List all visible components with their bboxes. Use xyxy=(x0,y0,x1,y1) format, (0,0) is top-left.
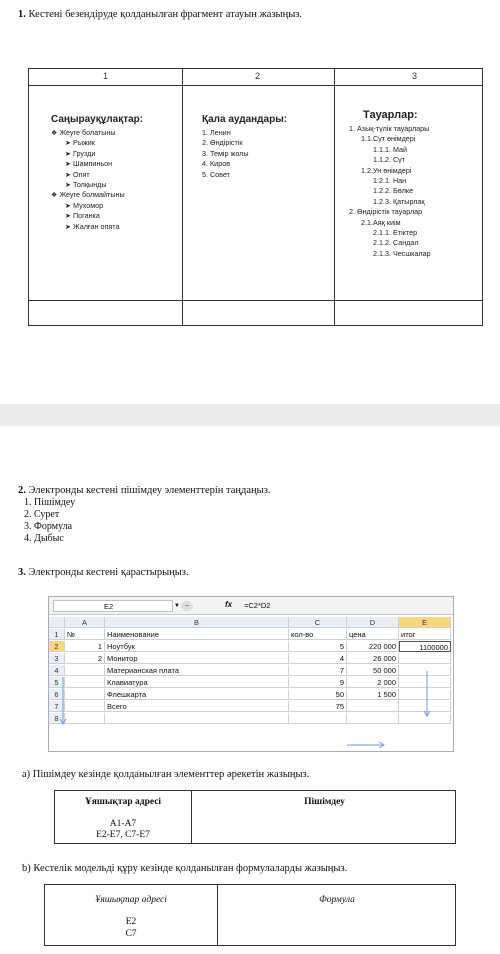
fx-icon[interactable]: fx xyxy=(225,600,233,609)
option-1: 1. Пішімдеу xyxy=(24,497,76,508)
list-item: ➤ Грузди xyxy=(65,148,96,158)
table-a-header-address: Ұяшықтар адресі xyxy=(84,797,162,807)
table-cell[interactable]: 50 000 xyxy=(347,665,399,676)
table-cell[interactable]: Флешкарта xyxy=(105,689,289,700)
table-b-header-formula: Формула xyxy=(319,895,355,905)
arrows-overlay xyxy=(49,597,455,753)
list-item: ❖ Жеуге болмайтыны xyxy=(51,190,125,200)
list-item: 1. Азық-түлік тауарлары xyxy=(349,124,430,133)
answer-table-b xyxy=(44,884,456,946)
table-cell[interactable]: итог xyxy=(399,629,451,640)
list-item: 4. Киров xyxy=(202,159,231,169)
formula-input[interactable]: =C2*D2 xyxy=(244,601,271,610)
column-header-c[interactable]: C xyxy=(289,617,347,628)
list-item: 1. Ленин xyxy=(202,128,231,137)
table-cell[interactable]: 9 xyxy=(289,677,347,688)
question-b xyxy=(22,862,347,875)
list-item: 2.1.Аяқ киім xyxy=(361,217,401,227)
question-b-text: Кестелік модельді құру кезінде қолданылған формулаларды жазыңыз. xyxy=(33,863,348,874)
question-a xyxy=(22,768,309,781)
table-b-address-2: C7 xyxy=(125,929,137,939)
row-header[interactable]: 6 xyxy=(49,689,65,700)
table-header-2: 2 xyxy=(255,71,261,81)
question-a-label: a) xyxy=(22,769,31,780)
list-item: ➤ Толқынды xyxy=(65,180,107,190)
example-table xyxy=(28,68,483,326)
list-item: ➤ Мухомор xyxy=(65,200,104,210)
question-2 xyxy=(18,484,270,497)
column-header-d[interactable]: D xyxy=(347,617,399,628)
list-item: 2. Өндірістік тауарлар xyxy=(349,207,423,217)
list-item: 1.2.3. Қатырлақ xyxy=(373,196,425,206)
answer-table-a xyxy=(54,790,456,844)
formula-cancel-icon[interactable]: – xyxy=(181,601,193,611)
table-cell[interactable]: 1 500 xyxy=(347,689,399,700)
list-item: 2.1.2. Сандал xyxy=(373,238,419,248)
list-item: 5. Совет xyxy=(202,169,230,179)
spreadsheet xyxy=(48,596,454,752)
row-header[interactable]: 8 xyxy=(49,713,65,724)
column-header-e[interactable]: E xyxy=(399,617,451,628)
table-cell[interactable]: Всего xyxy=(105,701,289,712)
list-item: ➤ Шампиньон xyxy=(65,159,113,169)
table-cell[interactable]: 1100000 xyxy=(399,641,451,652)
column-header-b[interactable]: B xyxy=(105,617,289,628)
row-header[interactable]: 3 xyxy=(49,653,65,664)
table-cell[interactable]: цена xyxy=(347,629,399,640)
list-item: ➤ Жалған опята xyxy=(65,221,120,231)
table-b-address-1: E2 xyxy=(125,917,137,927)
table-cell[interactable]: 5 xyxy=(289,641,347,652)
question-2-text: Электронды кестені пішімдеу элементтерін таңдаңыз. xyxy=(28,485,271,496)
list-item: 2. Өндірістік xyxy=(202,138,243,148)
table-cell[interactable]: кол-во xyxy=(289,629,347,640)
table-cell[interactable]: Монитор xyxy=(105,653,289,664)
question-1-text: Кестені безендіруде қолданылған фрагмент атауын жазыңыз. xyxy=(28,9,303,20)
column-header-a[interactable]: A xyxy=(65,617,105,628)
list-item: 2.1.1. Етіктер xyxy=(373,228,418,238)
table-a-header-format: Пішімдеу xyxy=(304,797,345,807)
question-2-number: 2. xyxy=(18,485,26,496)
page-separator xyxy=(0,404,500,426)
districts-column xyxy=(202,113,287,180)
list-item: ➤ Опят xyxy=(65,169,90,179)
list-item: 1.2.Ун өнімдері xyxy=(361,165,412,175)
mushrooms-column xyxy=(51,113,143,232)
table-cell[interactable]: 1 xyxy=(65,641,105,652)
question-3 xyxy=(18,566,189,579)
option-3: 3. Формула xyxy=(24,521,73,532)
mushrooms-title: Саңырауқұлақтар: xyxy=(51,114,144,125)
table-cell[interactable]: 26 000 xyxy=(347,653,399,664)
table-cell[interactable]: Ноутбук xyxy=(105,641,289,652)
list-item: 3. Темір жолы xyxy=(202,148,249,158)
table-a-address-1: A1-A7 xyxy=(109,819,137,829)
dropdown-icon[interactable]: ▼ xyxy=(174,603,180,609)
table-cell[interactable]: 50 xyxy=(289,689,347,700)
table-cell[interactable]: 2 xyxy=(65,653,105,664)
table-b-header-address: Ұяшықтар адресі xyxy=(95,895,167,905)
table-header-1: 1 xyxy=(103,71,109,81)
row-header[interactable]: 4 xyxy=(49,665,65,676)
name-box-value: E2 xyxy=(104,602,114,611)
question-3-text: Электронды кестені қарастырыңыз. xyxy=(28,567,189,578)
table-cell[interactable]: 2 000 xyxy=(347,677,399,688)
row-header[interactable]: 2 xyxy=(49,641,65,652)
table-cell[interactable]: Материанская плата xyxy=(105,665,289,676)
goods-title: Тауарлар: xyxy=(363,109,418,121)
list-item: 1.2.2. Бөлке xyxy=(373,186,414,196)
table-a-address-2: E2-E7, C7-E7 xyxy=(96,830,150,840)
option-4: 4. Дыбыс xyxy=(24,533,64,544)
row-header[interactable]: 7 xyxy=(49,701,65,712)
list-item: 1.1.1. Май xyxy=(373,144,408,154)
districts-title: Қала аудандары: xyxy=(202,114,288,125)
list-item: 1.1.2. Сүт xyxy=(373,155,406,165)
goods-column xyxy=(349,109,431,259)
list-item: 2.1.3. Чесшкалар xyxy=(373,248,431,258)
question-3-number: 3. xyxy=(18,567,26,578)
row-header[interactable]: 1 xyxy=(49,629,65,640)
table-cell[interactable]: 7 xyxy=(289,665,347,676)
question-2-options xyxy=(24,497,75,545)
table-header-3: 3 xyxy=(412,71,418,81)
table-cell[interactable]: 75 xyxy=(289,701,347,712)
question-a-text: Пішімдеу кезінде қолданылған элементтер әрекетін жазыңыз. xyxy=(32,769,310,780)
list-item: 1.1.Сүт өнімдері xyxy=(361,134,416,144)
question-1-number: 1. xyxy=(18,9,26,20)
table-cell[interactable]: 220 000 xyxy=(347,641,399,652)
list-item: 1.2.1. Нан xyxy=(373,176,407,186)
table-cell[interactable]: 4 xyxy=(289,653,347,664)
table-b-answer-cell[interactable] xyxy=(218,913,456,943)
question-b-label: b) xyxy=(22,863,31,874)
list-item: ➤ Рыжик xyxy=(65,138,95,148)
table-a-answer-cell[interactable] xyxy=(192,817,456,841)
row-header[interactable]: 5 xyxy=(49,677,65,688)
table-cell[interactable]: № xyxy=(65,629,105,640)
option-2: 2. Сурет xyxy=(24,509,60,520)
question-1 xyxy=(18,8,302,21)
table-cell[interactable]: Клавиатура xyxy=(105,677,289,688)
list-item: ➤ Поганка xyxy=(65,211,100,221)
table-cell[interactable]: Наименование xyxy=(105,629,289,640)
list-item: ❖ Жеуге болатыны xyxy=(51,128,116,137)
